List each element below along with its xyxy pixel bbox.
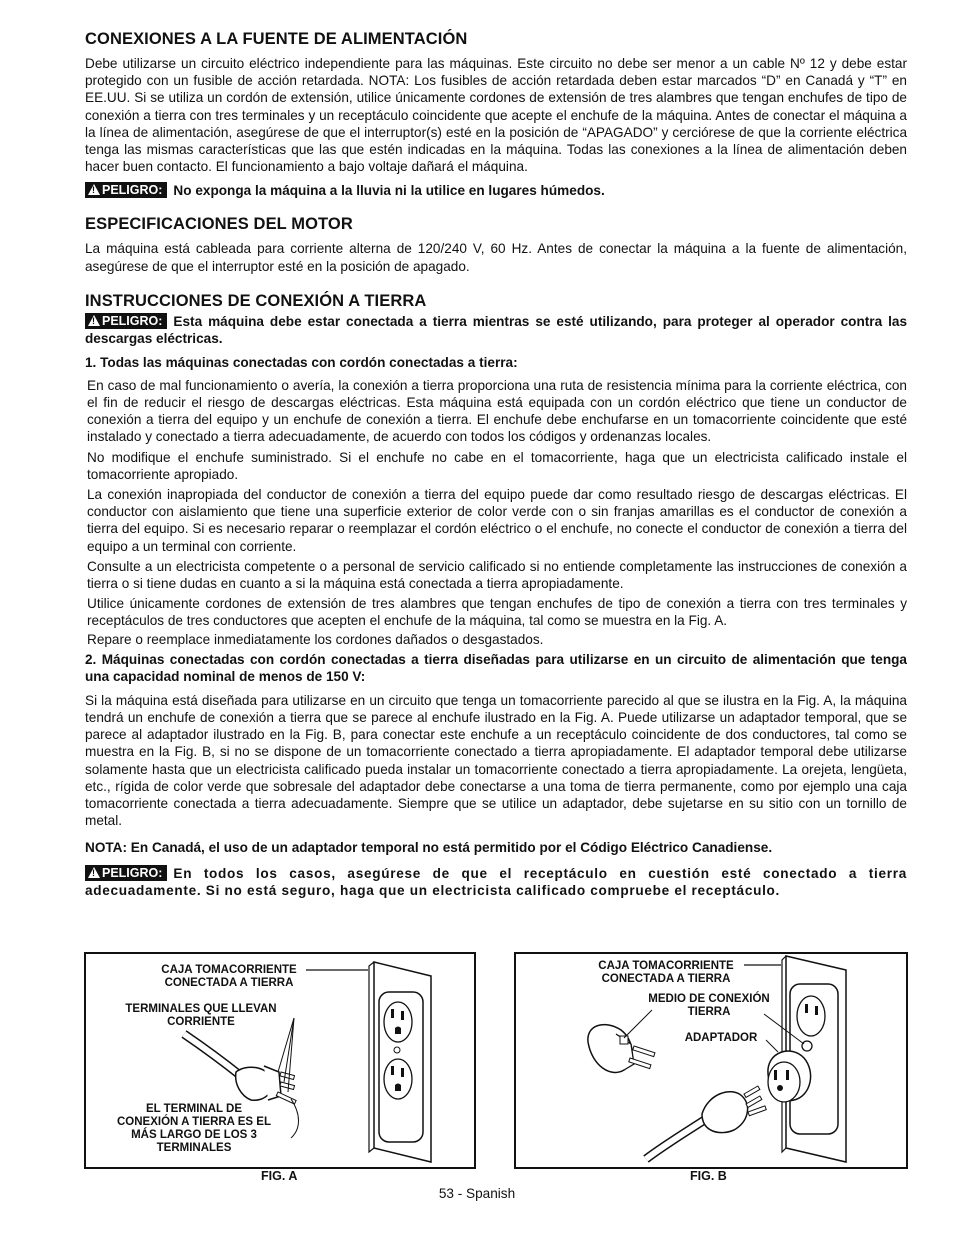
page-content xyxy=(85,30,907,899)
danger-warning-3: ! PELIGRO: En todos los casos, asegúrese de que el receptáculo en cuestión esté conectado a tierra adecuadamente. Si no está seguro, haga que un electricista calificado compruebe el receptáculo. xyxy=(85,865,907,898)
section-title-motor: ESPECIFICACIONES DEL MOTOR xyxy=(85,215,353,234)
fig-a-label-ground: EL TERMINAL DE CONEXIÓN A TIERRA ES EL MÁS LARGO DE LOS 3 TERMINALES xyxy=(117,1103,271,1154)
danger-badge: ! PELIGRO: xyxy=(85,182,167,198)
power-body: Debe utilizarse un circuito eléctrico independiente para las máquinas. Este circuito no debe ser menor a un cable Nº 12 y debe estar protegido con un fusible de acción retardada. NOTA: Los fusibles de acción retardada deben estar marcados “D” en Canadá y “T” en EE.UU. Si se utiliza un cordón de extensión, utilice únicamente cordones de extensión de tres alambres que tengan enchufes de tipo de conexión a tierra con tres terminales y un receptáculo coincidente que acepte el enchufe de la máquina. Antes de conectar el máquina a la línea de alimentación, asegúrese de que el interruptor(s) esté en la posición de “APAGADO” y cerciórese de que la corriente eléctrica tenga las mismas características que las que estén indicadas en la máquina. Todas las conexiones a la línea de alimentación deben hacer buen contacto. El funcionamiento a bajo voltaje dañará el máquina. xyxy=(85,56,907,175)
item2-para: Si la máquina está diseñada para utilizarse en un circuito que tenga un tomacorriente parecido al que se ilustra en la Fig. A, la máquina tendrá un enchufe de conexión a tierra que se parece al enchufe ilustrado en la Fig. A. Puede utilizarse un adaptador temporal, que se parece al adaptador ilustrado en la Fig. B, para conectar este enchufe a un receptáculo coincidente de dos conductores, tal como se muestra en la Fig. B, si no se dispone de un tomacorriente conectado a tierra apropiadamente. El adaptador temporal debe utilizarse solamente hasta que un electricista calificado pueda instalar un tomacorriente conectado a tierra apropiadamente. La orejeta, lengüeta, etc., rígida de color verde que sobresale del adaptador debe conectarse a una toma de tierra permanente, como por ejemplo una caja tomacorriente conectada a tierra adecuadamente. Siempre que se utilice un adaptador, debe sujetarse en su sitio con un tornillo de metal. xyxy=(85,692,907,829)
item1-para: Repare o reemplace inmediatamente los cordones dañados o desgastados. xyxy=(87,631,544,647)
fig-b-label-adapter: ADAPTADOR xyxy=(684,1032,758,1044)
figure-a xyxy=(84,952,476,1169)
canada-note: NOTA: En Canadá, el uso de un adaptador temporal no está permitido por el Código Eléctrico Canadiense. xyxy=(85,839,773,855)
item1-heading: 1. Todas las máquinas conectadas con cordón conectadas a tierra: xyxy=(85,354,518,370)
danger-warning-1: ! PELIGRO: No exponga la máquina a la lluvia ni la utilice en lugares húmedos. xyxy=(85,182,907,199)
danger-warning-2: ! PELIGRO: Esta máquina debe estar conectada a tierra mientras se esté utilizando, para proteger al operador contra las descargas eléctricas. xyxy=(85,313,907,346)
danger-badge: ! PELIGRO: xyxy=(85,313,167,329)
figures xyxy=(84,952,908,1172)
fig-a-caption: FIG. A xyxy=(261,1169,298,1183)
item1-para: Utilice únicamente cordones de extensión de tres alambres que tengan enchufes de tipo de conexión a tierra con tres terminales y receptáculos de tres conductores que acepten el enchufe de la máquina, tal como se muestra en la Fig. A. xyxy=(87,596,907,629)
warning-triangle-icon: ! xyxy=(88,867,100,878)
item1-para: Consulte a un electricista competente o a personal de servicio calificado si no entiende completamente las instrucciones de conexión a tierra o si tiene dudas en cuanto a si la máquina está conectada a tierra apropiadamente. xyxy=(87,558,907,592)
warning-triangle-icon: ! xyxy=(88,184,100,195)
fig-a-label-box: CAJA TOMACORRIENTE CONECTADA A TIERRA xyxy=(161,964,297,989)
motor-body: La máquina está cableada para corriente alterna de 120/240 V, 60 Hz. Antes de conectar la máquina a la fuente de alimentación, asegúrese de que el interruptor esté en la posición de apagado. xyxy=(85,241,907,274)
danger-badge: ! PELIGRO: xyxy=(85,865,167,881)
fig-b-label-box: CAJA TOMACORRIENTE CONECTADA A TIERRA xyxy=(598,960,734,985)
figure-b xyxy=(514,952,908,1169)
fig-a-label-terminals: TERMINALES QUE LLEVAN CORRIENTE xyxy=(125,1003,277,1028)
section-title-power: CONEXIONES A LA FUENTE DE ALIMENTACIÓN xyxy=(85,30,468,48)
warning-triangle-icon: ! xyxy=(88,315,100,326)
fig-b-label-means: MEDIO DE CONEXIÓN TIERRA xyxy=(648,993,770,1018)
item1-para: No modifique el enchufe suministrado. Si el enchufe no cabe en el tomacorriente, haga que un electricista calificado instale el tomacorriente apropiado. xyxy=(87,449,907,482)
section-title-grounding: INSTRUCCIONES DE CONEXIÓN A TIERRA xyxy=(85,291,427,310)
item1-para: En caso de mal funcionamiento o avería, la conexión a tierra proporciona una ruta de resistencia mínima para la corriente eléctrica, con el fin de reducir el riesgo de descargas eléctricas. Esta máquina está equipada con un cordón eléctrico que tiene un conductor de conexión a tierra del equipo y un enchufe de conexión a tierra. El enchufe debe enchufarse en un tomacorriente coincidente que esté instalado y conectado a tierra adecuadamente, de acuerdo con todos los códigos y ordenanzas locales. xyxy=(87,377,907,445)
item2-heading: 2. Máquinas conectadas con cordón conectadas a tierra diseñadas para utilizarse en un circuito de alimentación que tenga una capacidad nominal de menos de 150 V: xyxy=(85,651,907,684)
page-number: 53 - Spanish xyxy=(438,1186,516,1201)
fig-b-caption: FIG. B xyxy=(690,1169,727,1183)
item1-para: La conexión inapropiada del conductor de conexión a tierra del equipo puede dar como resultado riesgo de descargas eléctricas. El conductor con aislamiento que tiene una superficie exterior de color verde con o sin franjas amarillas es el conductor de conexión a tierra del equipo. Si es necesario reparar o reemplazar el cordón eléctrico o el enchufe, no conecte el conductor de conexión a tierra del equipo a un terminal con corriente. xyxy=(87,487,907,554)
